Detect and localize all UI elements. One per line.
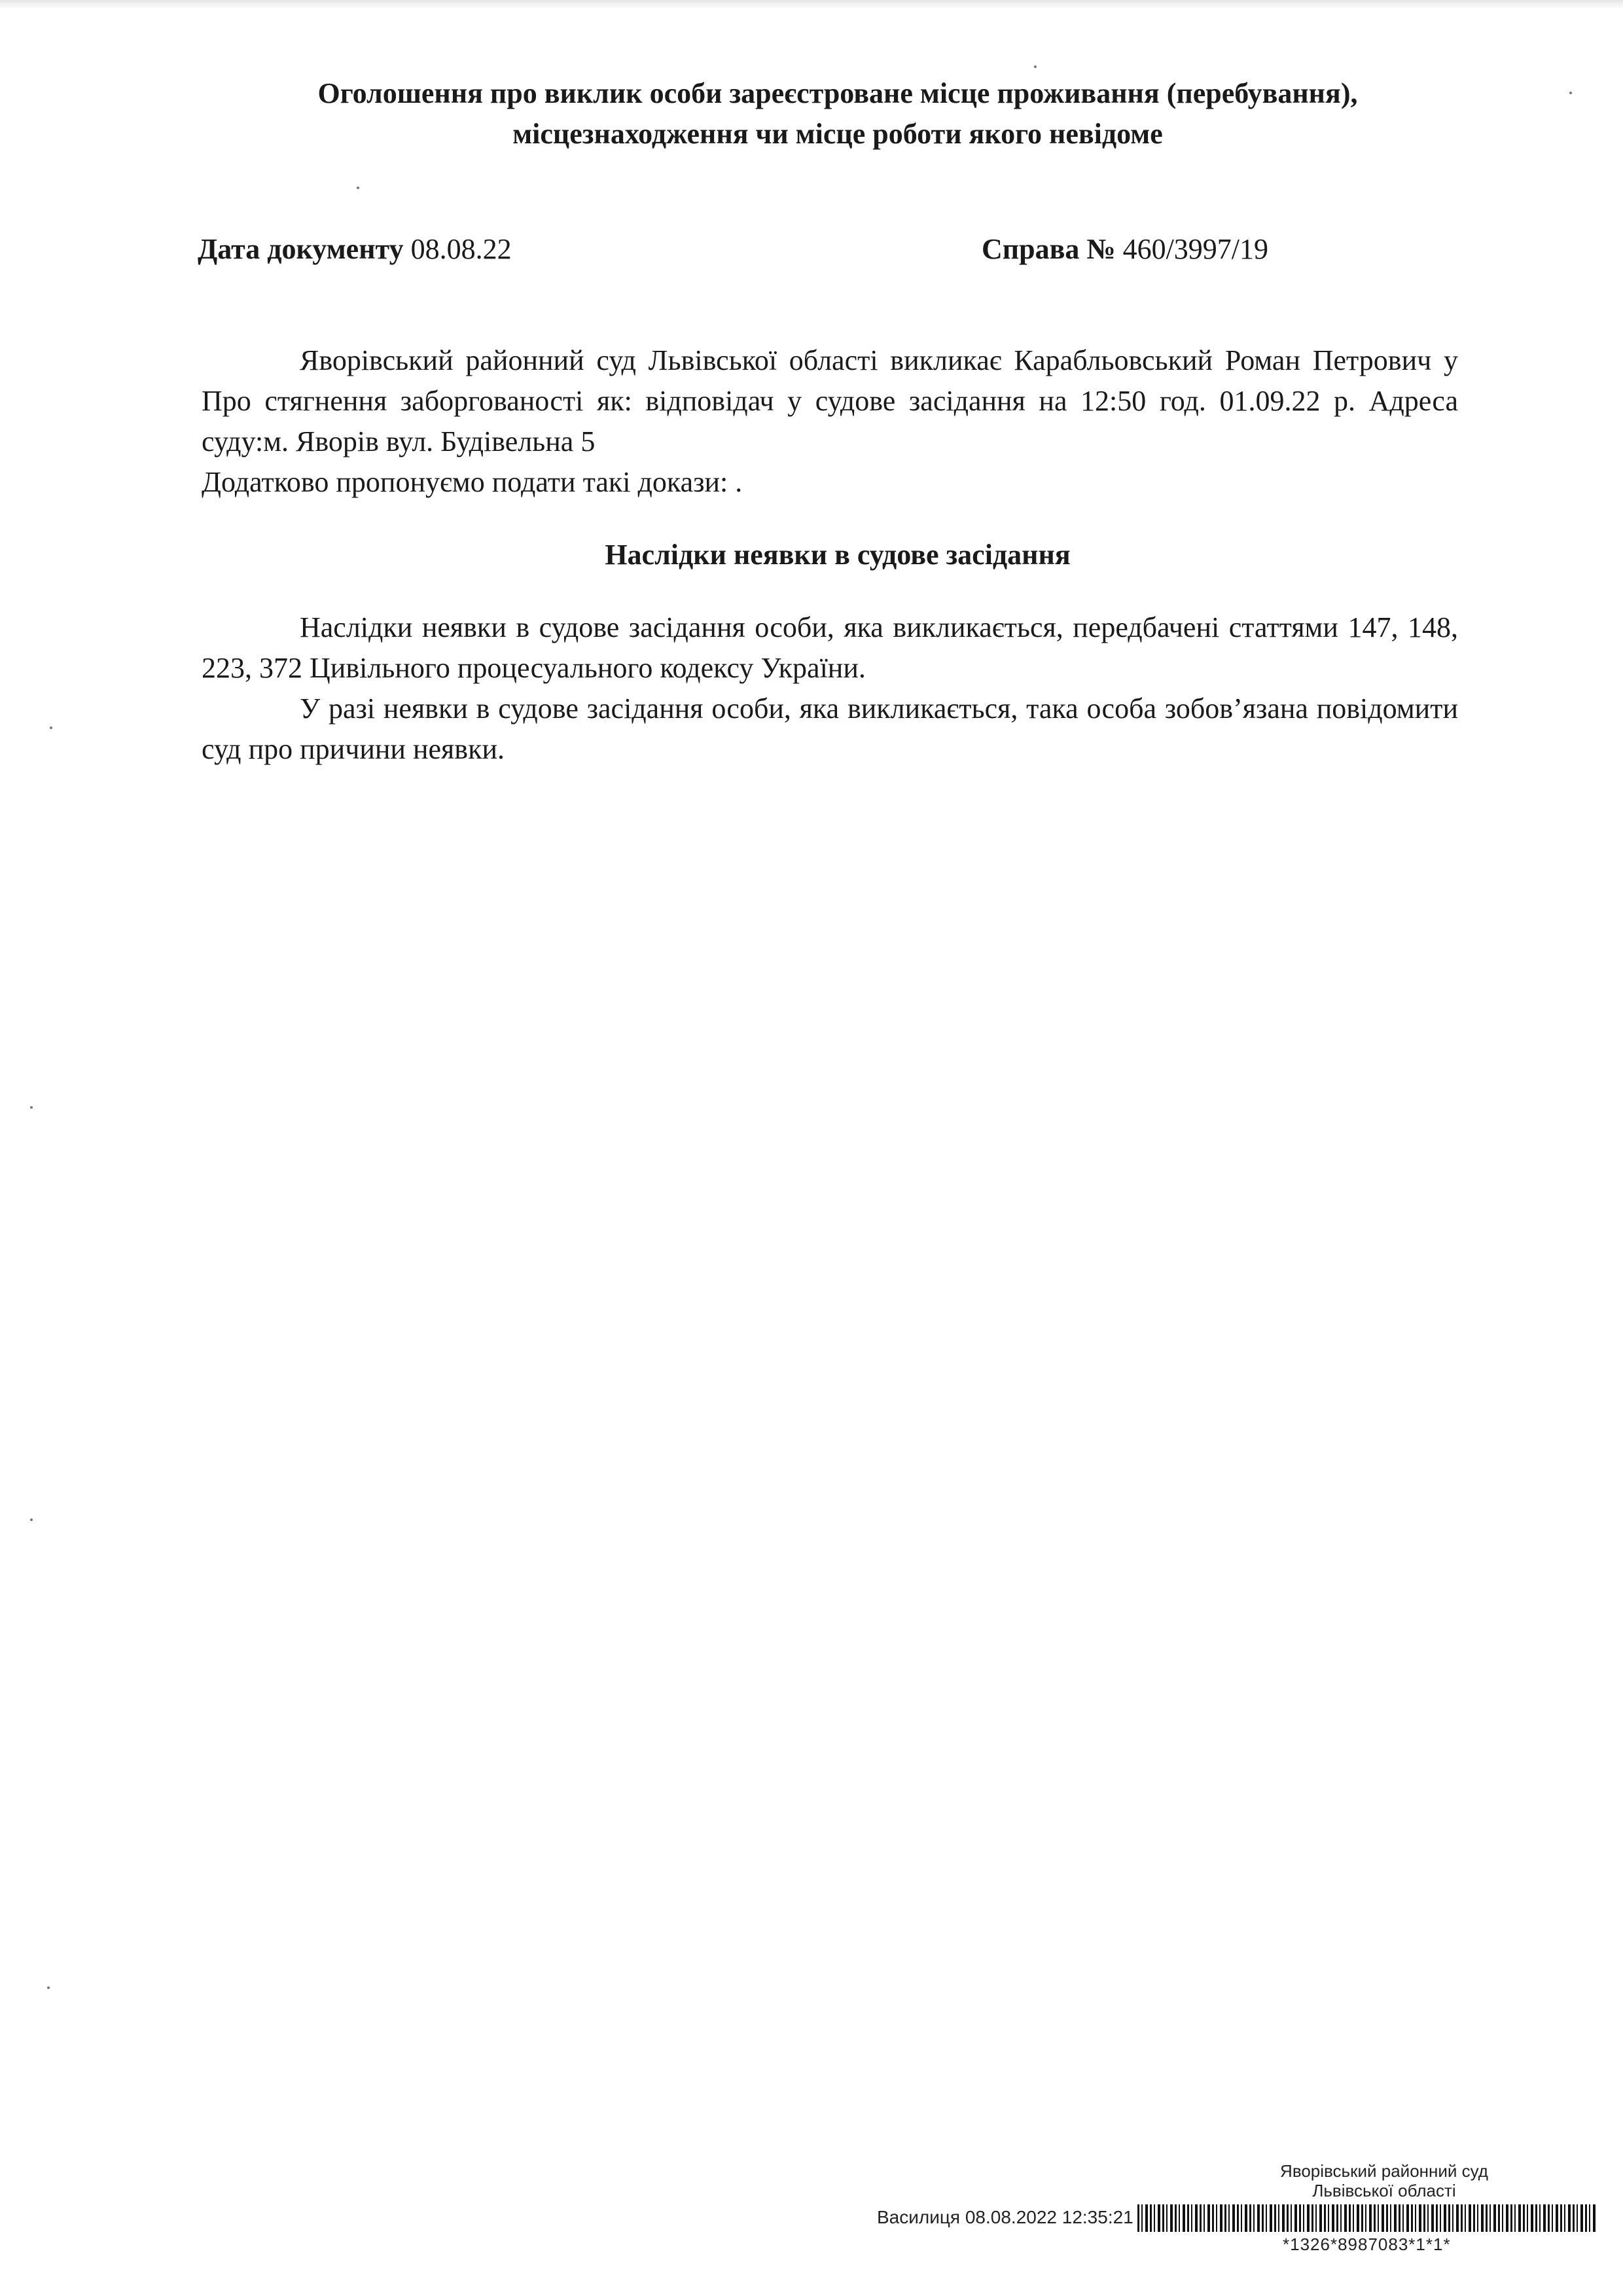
scan-speck [357,187,359,189]
scan-edge [0,0,1623,9]
summons-block [202,340,1458,503]
scan-speck [47,1986,50,1989]
document-title [196,73,1479,154]
stamp-operator-timestamp: Василиця 08.08.2022 12:35:21 [877,2207,1133,2227]
title-line-1: Оголошення про виклик особи зареєстроване місце проживання (перебування), [317,77,1358,109]
scan-speck [50,726,52,729]
stamp-court-name [1276,2161,1492,2200]
scan-speck [30,1106,33,1109]
summons-paragraph: Яворівський районний суд Львівської області викликає Карабльовський Роман Петрович у Про стягнення заборгованості як: відповідач у судове засідання на 12:50 год. 01.09.22 р. Адреса суду:м. Яворів вул. Будівельна 5 [202,344,1458,457]
barcode-number: *1326*8987083*1*1* [1283,2234,1451,2254]
scan-speck [1034,65,1037,68]
consequences-block [202,607,1458,770]
date-label: Дата документу [198,233,404,265]
barcode [1137,2204,1596,2232]
stamp-court-line-1: Яворівський районний суд [1280,2161,1488,2181]
scan-speck [30,1518,33,1521]
title-line-2: місцезнаходження чи місце роботи якого невідоме [512,118,1163,150]
case-value: 460/3997/19 [1122,233,1269,265]
case-number [982,232,1268,266]
consequences-heading: Наслідки неявки в судове засідання [605,539,1071,571]
registration-stamp [864,2161,1603,2279]
scan-speck [1569,92,1572,94]
document-date [198,232,512,266]
consequences-paragraph-1: Наслідки неявки в судове засідання особи, яка викликається, передбачені статтями 147, 148, 223, 372 Цивільного процесуального кодексу України. [202,611,1458,684]
case-label: Справа № [982,233,1116,265]
date-value: 08.08.22 [410,233,512,265]
stamp-court-line-2: Львівської області [1312,2181,1456,2200]
evidence-paragraph: Додатково пропонуємо подати такі докази: . [202,466,743,498]
consequences-paragraph-2: У разі неявки в судове засідання особи, яка викликається, така особа зобов’язана повідомити суд про причини неявки. [202,692,1458,765]
